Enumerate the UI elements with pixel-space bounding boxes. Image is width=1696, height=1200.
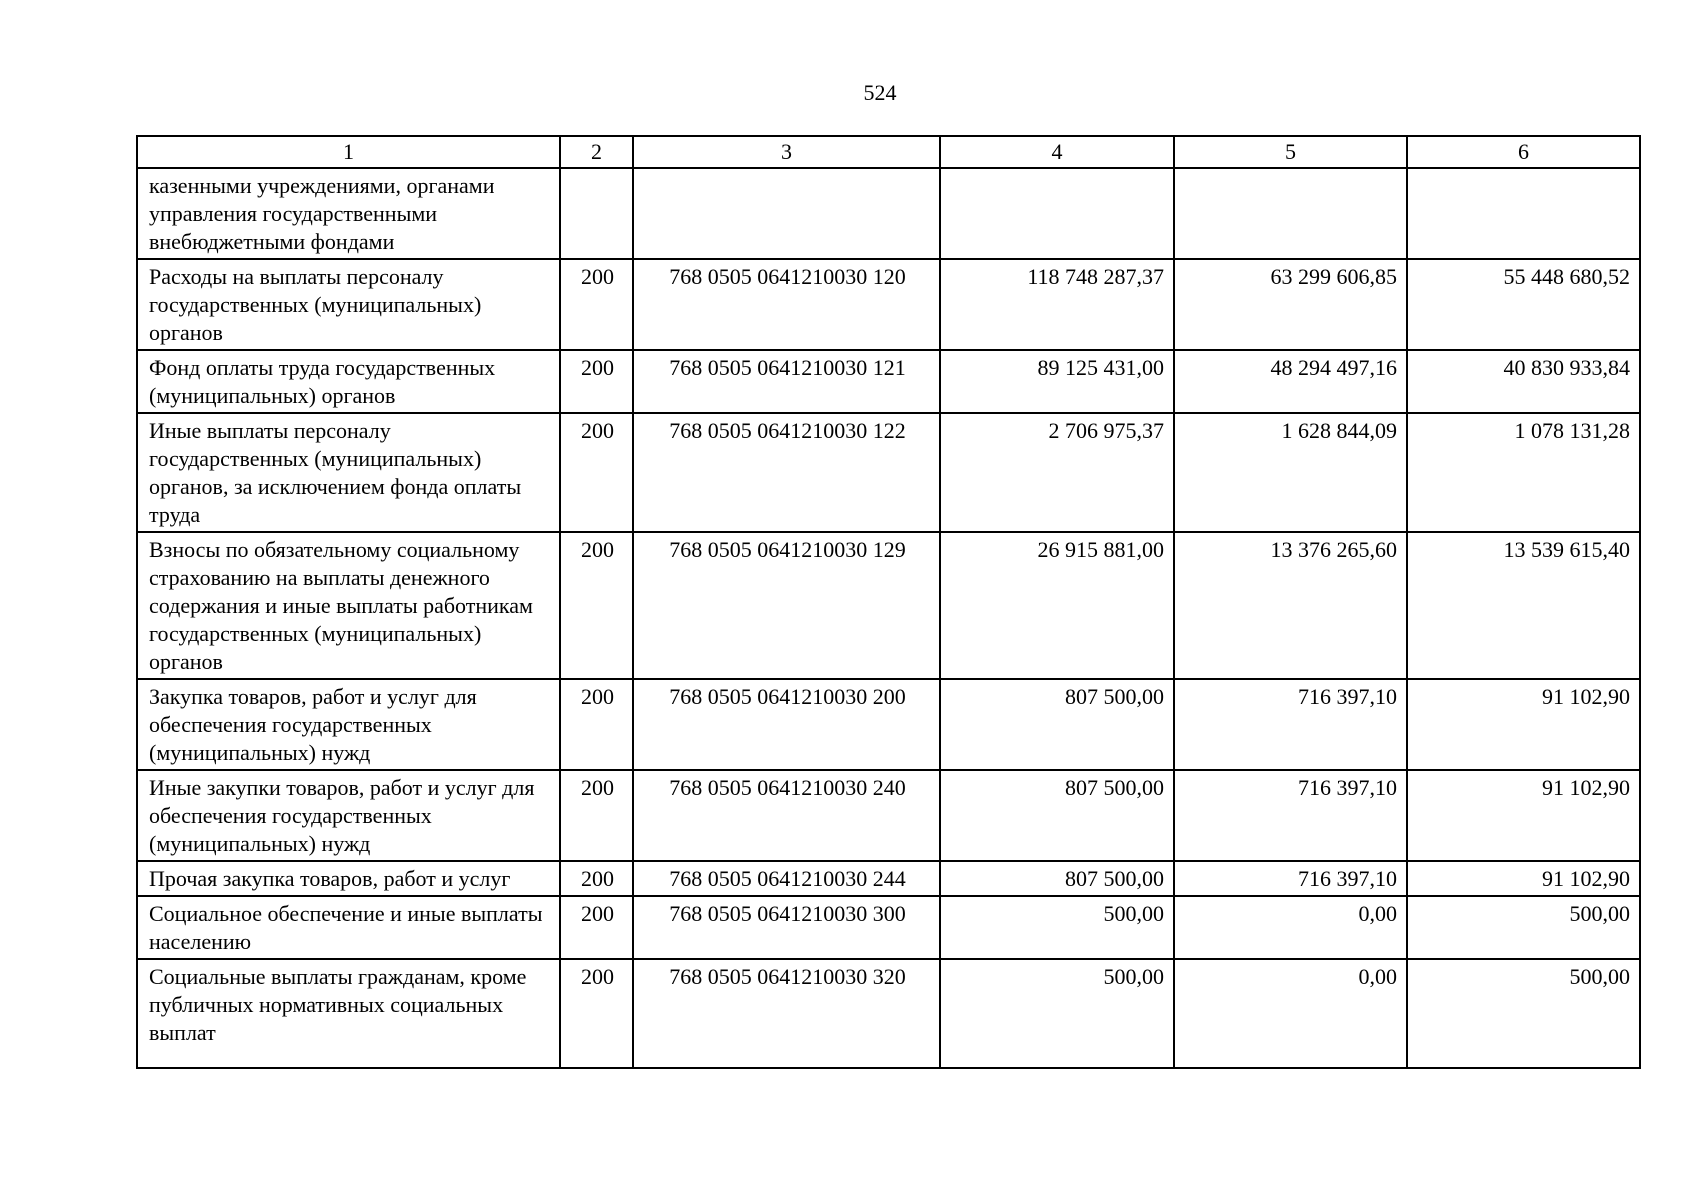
row-amount-4: 807 500,00 <box>940 861 1174 896</box>
row-amount-5: 63 299 606,85 <box>1174 259 1407 350</box>
row-kbk: 768 0505 0641210030 122 <box>633 413 940 532</box>
row-kbk: 768 0505 0641210030 320 <box>633 959 940 1068</box>
row-name: Иные закупки товаров, работ и услуг для обеспечения государственных (муниципальных) нужд <box>137 770 560 861</box>
row-code: 200 <box>560 679 633 770</box>
row-code: 200 <box>560 959 633 1068</box>
row-name: Взносы по обязательному социальному страхованию на выплаты денежного содержания и иные выплаты работникам государственных (муниципальных) органов <box>137 532 560 679</box>
row-amount-6: 91 102,90 <box>1407 679 1640 770</box>
column-header-4: 4 <box>940 136 1174 168</box>
row-amount-5: 716 397,10 <box>1174 770 1407 861</box>
row-amount-6: 40 830 933,84 <box>1407 350 1640 413</box>
row-kbk <box>633 168 940 259</box>
row-amount-4: 89 125 431,00 <box>940 350 1174 413</box>
table-row <box>137 679 1640 770</box>
row-amount-5 <box>1174 168 1407 259</box>
row-amount-6: 500,00 <box>1407 959 1640 1068</box>
row-name: Социальное обеспечение и иные выплаты населению <box>137 896 560 959</box>
row-kbk: 768 0505 0641210030 240 <box>633 770 940 861</box>
page-number: 524 <box>863 80 897 105</box>
table-row <box>137 770 1640 861</box>
row-kbk: 768 0505 0641210030 121 <box>633 350 940 413</box>
column-header-3: 3 <box>633 136 940 168</box>
row-name: Расходы на выплаты персоналу государственных (муниципальных) органов <box>137 259 560 350</box>
table-row <box>137 168 1640 259</box>
row-kbk: 768 0505 0641210030 120 <box>633 259 940 350</box>
row-code: 200 <box>560 770 633 861</box>
row-amount-4: 807 500,00 <box>940 679 1174 770</box>
budget-table <box>136 135 1641 1069</box>
row-code: 200 <box>560 896 633 959</box>
row-amount-6 <box>1407 168 1640 259</box>
row-amount-4: 2 706 975,37 <box>940 413 1174 532</box>
table-row <box>137 259 1640 350</box>
row-name: Прочая закупка товаров, работ и услуг <box>137 861 560 896</box>
row-name: Социальные выплаты гражданам, кроме публичных нормативных социальных выплат <box>137 959 560 1068</box>
row-name: Иные выплаты персоналу государственных (муниципальных) органов, за исключением фонда оплаты труда <box>137 413 560 532</box>
row-code: 200 <box>560 861 633 896</box>
row-code: 200 <box>560 413 633 532</box>
row-amount-5: 48 294 497,16 <box>1174 350 1407 413</box>
table-row <box>137 532 1640 679</box>
row-amount-5: 0,00 <box>1174 959 1407 1068</box>
row-amount-4: 807 500,00 <box>940 770 1174 861</box>
row-amount-5: 13 376 265,60 <box>1174 532 1407 679</box>
row-amount-4: 26 915 881,00 <box>940 532 1174 679</box>
row-amount-6: 13 539 615,40 <box>1407 532 1640 679</box>
table-row <box>137 959 1640 1068</box>
row-amount-5: 0,00 <box>1174 896 1407 959</box>
row-amount-6: 91 102,90 <box>1407 770 1640 861</box>
row-name: Фонд оплаты труда государственных (муниципальных) органов <box>137 350 560 413</box>
row-kbk: 768 0505 0641210030 129 <box>633 532 940 679</box>
column-header-2: 2 <box>560 136 633 168</box>
column-header-5: 5 <box>1174 136 1407 168</box>
row-kbk: 768 0505 0641210030 200 <box>633 679 940 770</box>
header-row <box>137 136 1640 168</box>
row-amount-5: 716 397,10 <box>1174 861 1407 896</box>
table-row <box>137 350 1640 413</box>
table-row <box>137 413 1640 532</box>
row-amount-4 <box>940 168 1174 259</box>
row-amount-6: 55 448 680,52 <box>1407 259 1640 350</box>
column-header-1: 1 <box>137 136 560 168</box>
column-header-6: 6 <box>1407 136 1640 168</box>
row-code: 200 <box>560 259 633 350</box>
row-kbk: 768 0505 0641210030 244 <box>633 861 940 896</box>
row-amount-6: 500,00 <box>1407 896 1640 959</box>
row-code: 200 <box>560 350 633 413</box>
row-code <box>560 168 633 259</box>
row-amount-6: 1 078 131,28 <box>1407 413 1640 532</box>
row-amount-4: 118 748 287,37 <box>940 259 1174 350</box>
row-name: Закупка товаров, работ и услуг для обеспечения государственных (муниципальных) нужд <box>137 679 560 770</box>
row-amount-4: 500,00 <box>940 959 1174 1068</box>
row-amount-4: 500,00 <box>940 896 1174 959</box>
table-row <box>137 896 1640 959</box>
row-name: казенными учреждениями, органами управления государственными внебюджетными фондами <box>137 168 560 259</box>
row-amount-5: 716 397,10 <box>1174 679 1407 770</box>
row-amount-6: 91 102,90 <box>1407 861 1640 896</box>
row-code: 200 <box>560 532 633 679</box>
row-kbk: 768 0505 0641210030 300 <box>633 896 940 959</box>
row-amount-5: 1 628 844,09 <box>1174 413 1407 532</box>
table-row <box>137 861 1640 896</box>
